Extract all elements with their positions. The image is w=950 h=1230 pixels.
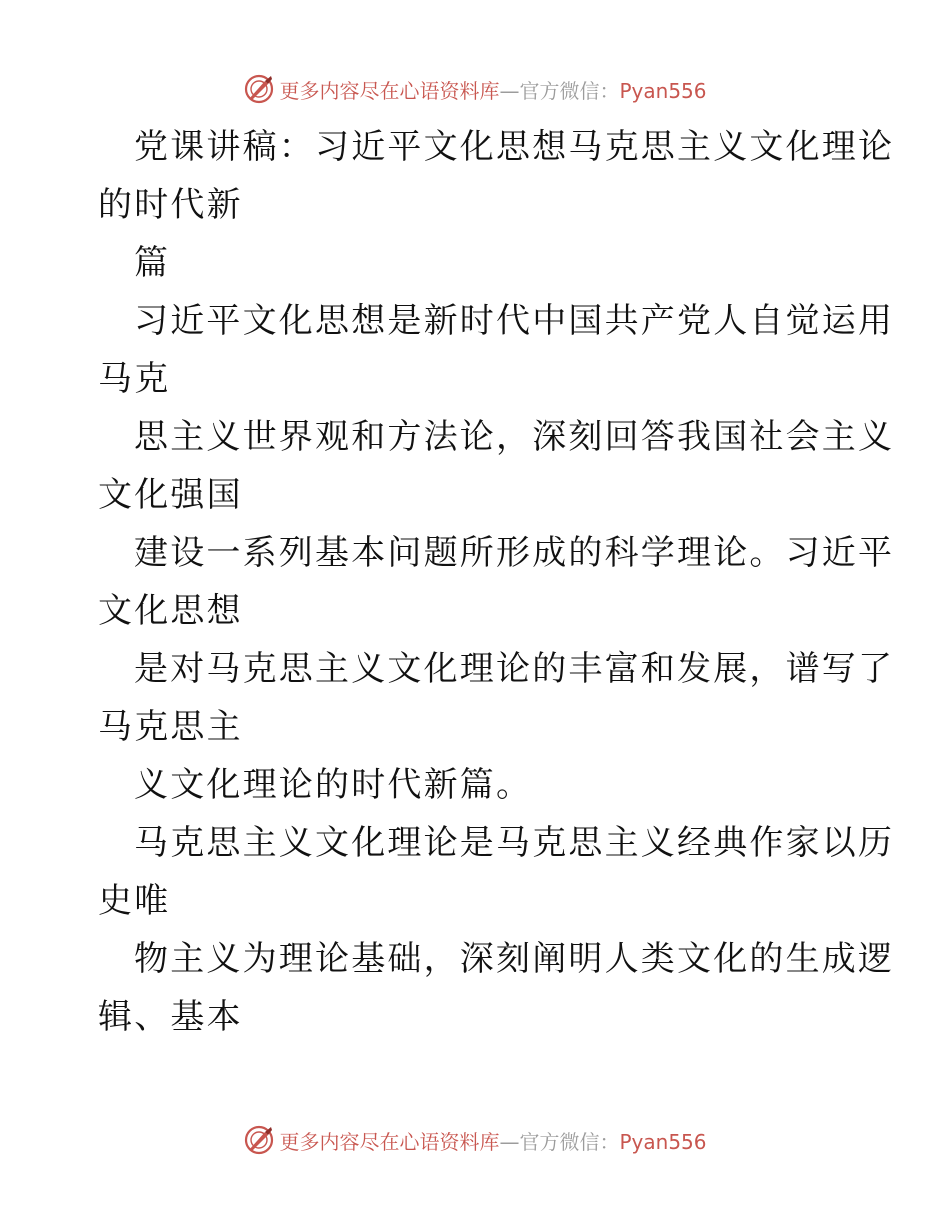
text-line: 是对马克思主义文化理论的丰富和发展，谱写了 [134, 649, 895, 689]
quill-pen-logo-icon [243, 73, 275, 105]
watermark-text [279, 75, 706, 104]
header-watermark [0, 72, 950, 106]
text-line: 物主义为理论基础，深刻阐明人类文化的生成逻 [134, 939, 895, 979]
text-line: 习近平文化思想是新时代中国共产党人自觉运用 [134, 301, 895, 341]
text-line: 建设一系列基本问题所形成的科学理论。习近平 [134, 533, 895, 573]
text-line: 马克思主 [98, 707, 243, 747]
text-line: 文化强国 [98, 475, 243, 515]
text-line: 辑、基本 [98, 997, 243, 1037]
watermark-text [279, 1126, 706, 1155]
text-line: 义文化理论的时代新篇。 [134, 765, 533, 805]
watermark-wechat-id: Pyan556 [619, 1129, 707, 1154]
text-line: 文化思想 [98, 591, 243, 631]
text-line: 的时代新 [98, 185, 243, 225]
text-line: 思主义世界观和方法论，深刻回答我国社会主义 [134, 417, 895, 457]
watermark-official: 官方微信： [519, 78, 620, 103]
text-line: 马克思主义文化理论是马克思主义经典作家以历 [134, 823, 895, 863]
watermark-brand: 更多内容尽在心语资料库 [279, 78, 500, 103]
watermark-wechat-id: Pyan556 [619, 78, 707, 103]
text-line: 马克 [98, 359, 171, 399]
watermark-official: 官方微信： [519, 1129, 620, 1154]
text-line: 党课讲稿：习近平文化思想马克思主义文化理论 [134, 127, 895, 167]
watermark-brand: 更多内容尽在心语资料库 [279, 1129, 500, 1154]
watermark-separator: — [499, 78, 520, 103]
watermark-separator: — [499, 1129, 520, 1154]
quill-pen-logo-icon [243, 1124, 275, 1156]
footer-watermark [0, 1123, 950, 1157]
document-body [98, 118, 895, 1046]
text-line: 篇 [134, 243, 171, 283]
text-line: 史唯 [98, 881, 171, 921]
